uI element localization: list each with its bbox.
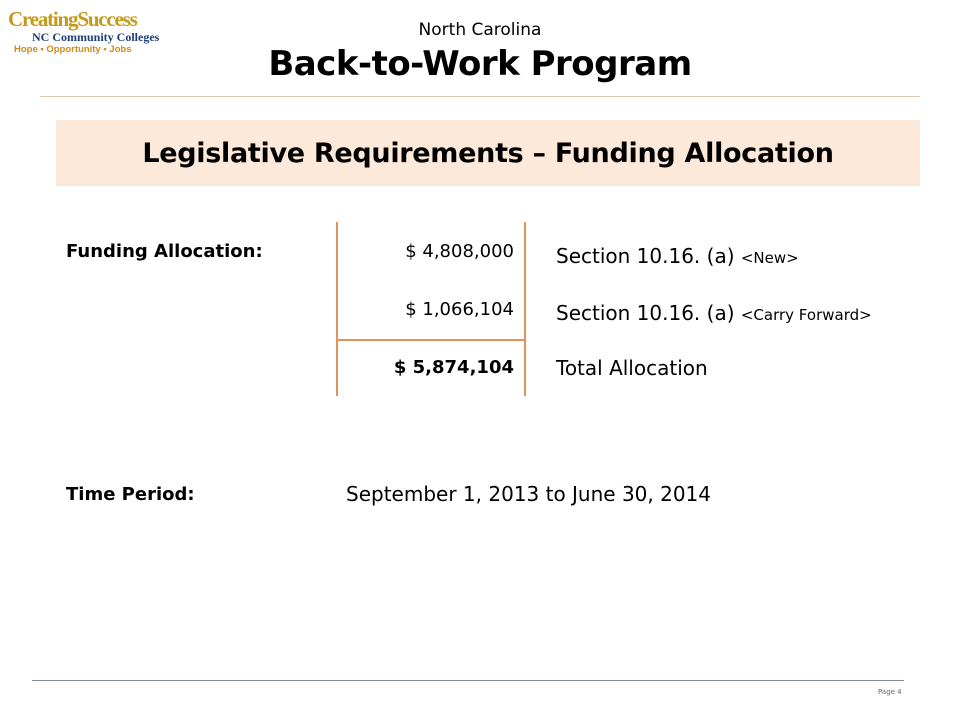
section-carry-forward-desc — [556, 301, 872, 325]
header-divider — [40, 96, 920, 97]
total-allocation-desc — [556, 356, 708, 380]
header-subtitle: North Carolina — [418, 20, 542, 40]
section-banner — [56, 120, 920, 186]
logo-wordmark: CreatingSuccess — [8, 7, 137, 31]
amount-total: $ 5,874,104 — [393, 357, 514, 378]
logo-tagline: Hope • Opportunity • Jobs — [14, 44, 132, 55]
footer-divider — [32, 680, 904, 681]
amount-carry-forward: $ 1,066,104 — [405, 299, 514, 320]
section-new-desc — [556, 244, 799, 268]
section-new-text: Section 10.16. (a) — [556, 244, 735, 268]
amount-new: $ 4,808,000 — [405, 241, 514, 262]
amount-divider — [338, 339, 524, 341]
total-allocation-text: Total Allocation — [556, 356, 708, 380]
page-number: Page 4 — [878, 688, 902, 696]
section-banner-title: Legislative Requirements – Funding Allocation — [142, 137, 834, 169]
funding-allocation-label: Funding Allocation: — [66, 241, 263, 262]
section-carry-forward-text: Section 10.16. (a) — [556, 301, 735, 325]
section-new-tag: <New> — [740, 249, 799, 267]
amount-box — [336, 222, 526, 396]
time-period-value: September 1, 2013 to June 30, 2014 — [346, 482, 712, 506]
time-period-label: Time Period: — [66, 484, 195, 505]
logo-org-name: NC Community Colleges — [32, 30, 160, 44]
page-title: Back-to-Work Program — [268, 44, 692, 84]
section-carry-forward-tag: <Carry Forward> — [740, 306, 872, 324]
